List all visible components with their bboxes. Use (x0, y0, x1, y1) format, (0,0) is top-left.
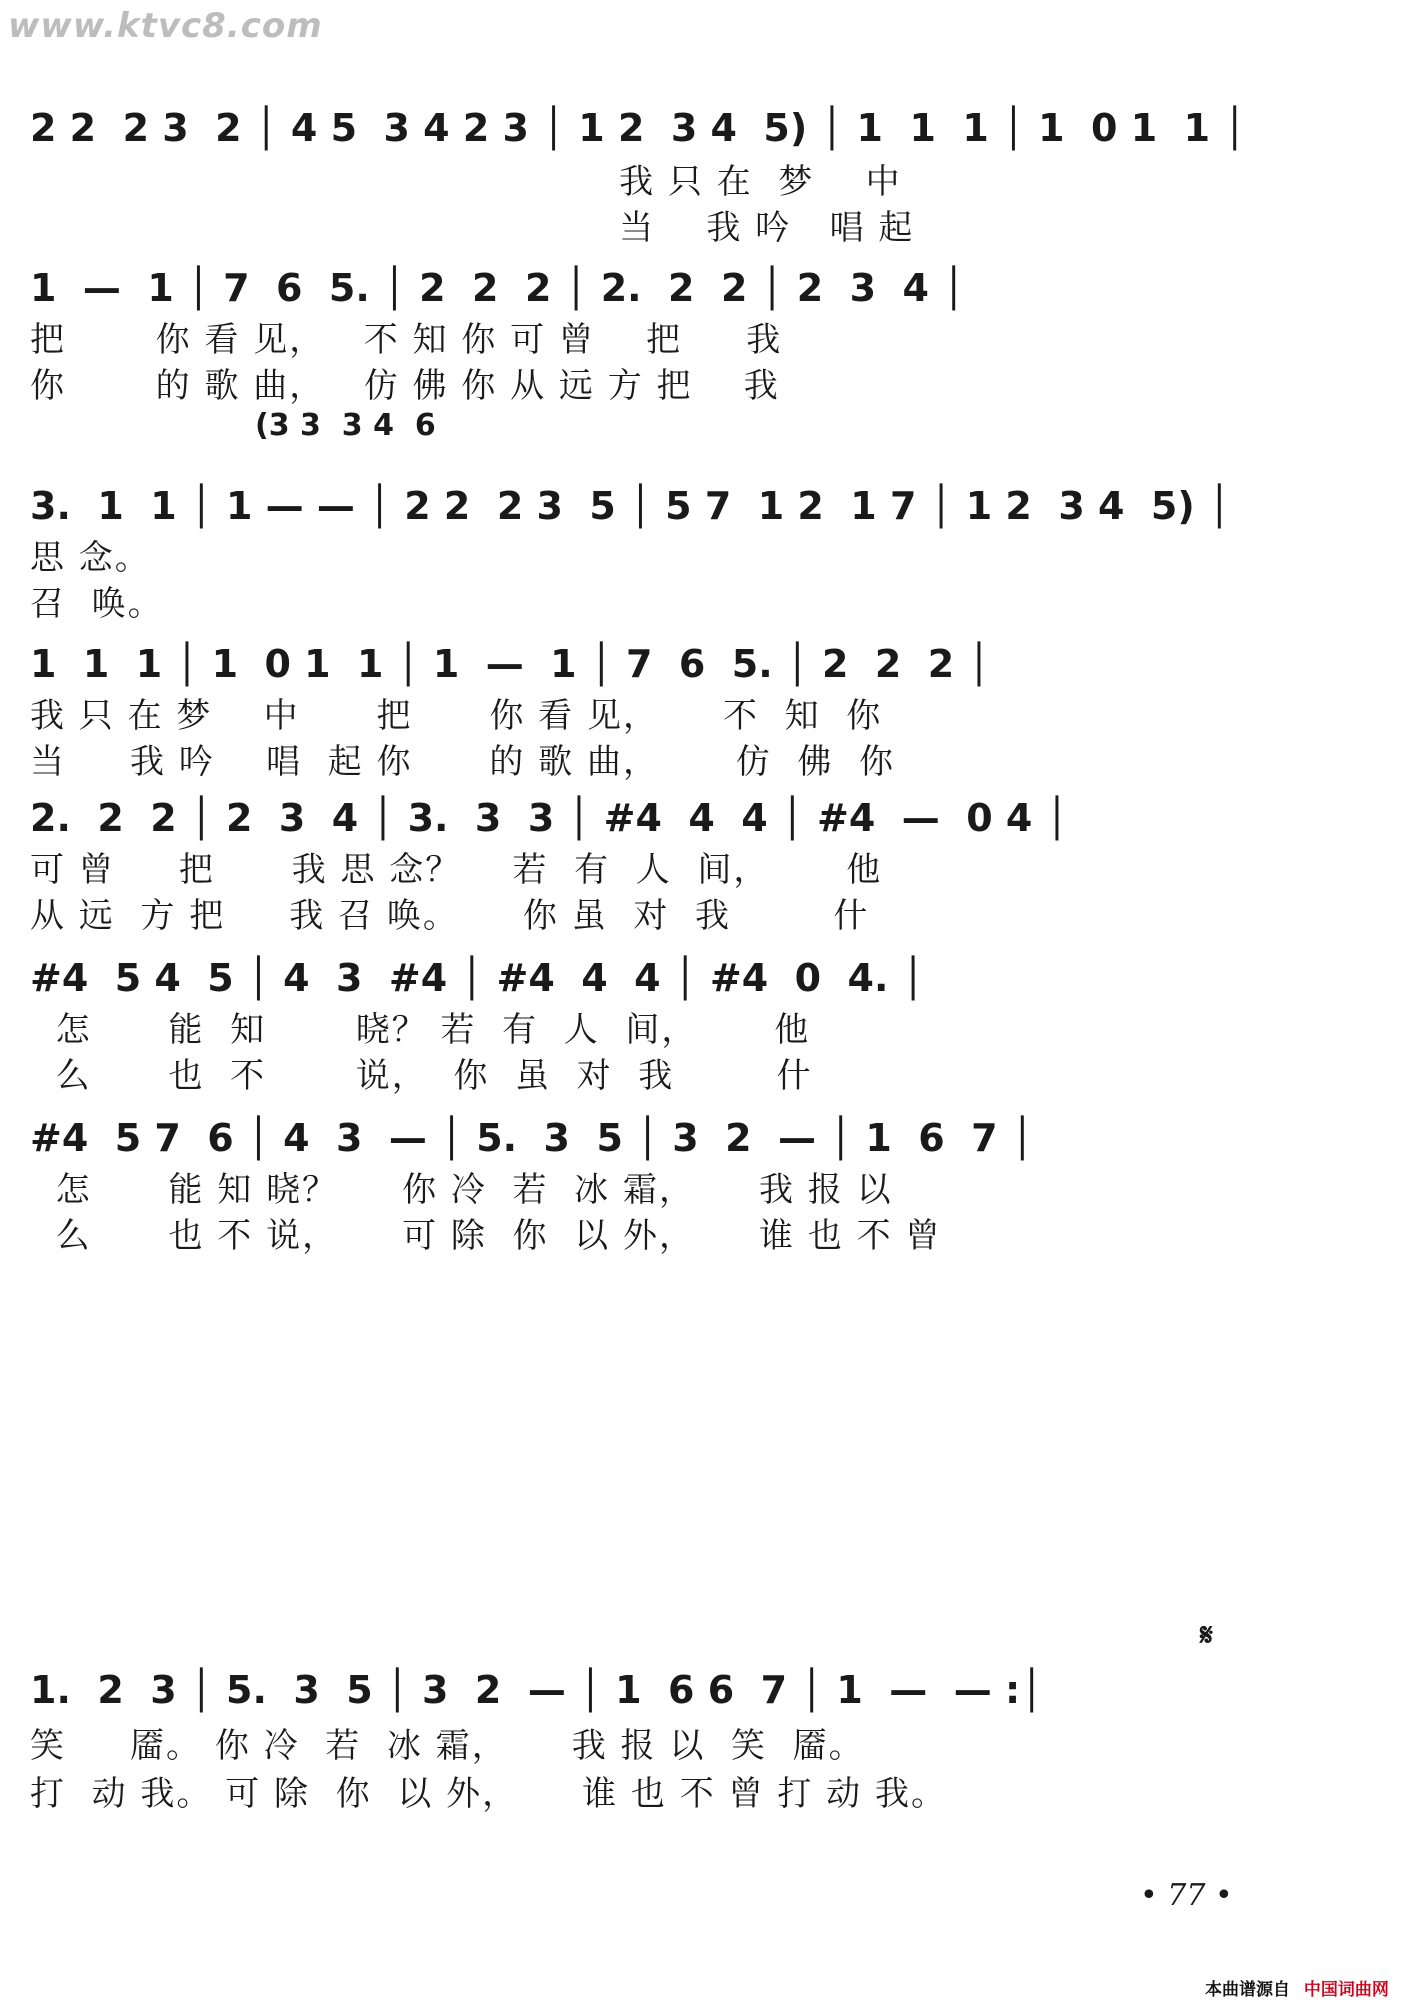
notation-line: 1 — 1 │ 7 6 5. │ 2 2 2 │ 2. 2 2 │ 2 3 4 │ (30, 266, 966, 310)
notation-line: 3. 1 1 │ 1 — — │ 2 2 2 3 5 │ 5 7 1 2 1 7 │ 1 2 3 4 5) │ (30, 484, 1231, 528)
lyric-verse-2: 当 我 吟 唱 起 你 的 歌 曲， 仿 佛 你 (30, 742, 896, 782)
watermark: www.ktvc8.com (8, 6, 323, 46)
lyric-verse-1: 怎 能 知 晓？ 若 有 人 间， 他 (30, 1010, 811, 1050)
lyric-verse-1: 可 曾 把 我 思 念？ 若 有 人 间， 他 (30, 850, 883, 890)
notation-line: 1. 2 3 │ 5. 3 5 │ 3 2 — │ 1 6 6 7 │ 1 — — :│ (30, 1668, 1044, 1712)
lyric-verse-1: 把 你 看 见， 不 知 你 可 曾 把 我 (30, 320, 783, 360)
notation-line: #4 5 7 6 │ 4 3 — │ 5. 3 5 │ 3 2 — │ 1 6 7 │ (30, 1116, 1034, 1160)
lyric-verse-1: 怎 能 知 晓？ 你 冷 若 冰 霜， 我 报 以 (30, 1170, 893, 1210)
lyric-verse-2: 当 我 吟 唱 起 (30, 208, 915, 248)
lyric-verse-2: 从 远 方 把 我 召 唤。 你 虽 对 我 什 (30, 896, 870, 936)
lyric-verse-2: 么 也 不 说， 可 除 你 以 外， 谁 也 不 曾 (30, 1216, 942, 1256)
notation-line: 1 1 1 │ 1 0 1 1 │ 1 — 1 │ 7 6 5. │ 2 2 2 │ (30, 642, 991, 686)
notation-line: #4 5 4 5 │ 4 3 #4 │ #4 4 4 │ #4 0 4. │ (30, 956, 925, 1000)
notation-line: 2. 2 2 │ 2 3 4 │ 3. 3 3 │ #4 4 4 │ #4 — 0 4 │ (30, 796, 1069, 840)
lyric-verse-2: 打 动 我。 可 除 你 以 外， 谁 也 不 曾 打 动 我。 (30, 1774, 947, 1814)
footer-site-link[interactable]: 中国词曲网 (1303, 1980, 1389, 2000)
lyric-verse-1: 思 念。 (30, 538, 151, 578)
interlude-notation: (3 3 3 4 6 (255, 408, 436, 443)
footer-credit (1205, 1975, 1389, 2000)
lyric-verse-1: 笑 靥。 你 冷 若 冰 霜， 我 报 以 笑 靥。 (30, 1726, 865, 1766)
lyric-verse-2: 么 也 不 说， 你 虽 对 我 什 (30, 1056, 813, 1096)
notation-line: 2 2 2 3 2 │ 4 5 3 4 2 3 │ 1 2 3 4 5) │ 1 1 1 │ 1 0 1 1 │ (30, 106, 1247, 150)
lyric-verse-1: 我 只 在 梦 中 (30, 162, 902, 202)
lyric-verse-2: 召 唤。 (30, 584, 164, 624)
lyric-verse-2: 你 的 歌 曲， 仿 佛 你 从 远 方 把 我 (30, 366, 780, 406)
footer-source-label: 本曲谱源自 (1205, 1980, 1290, 2000)
segno-icon: 𝄋 (1200, 1618, 1213, 1653)
page-number: • 77 • (1140, 1878, 1233, 1913)
lyric-verse-1: 我 只 在 梦 中 把 你 看 见， 不 知 你 (30, 696, 883, 736)
